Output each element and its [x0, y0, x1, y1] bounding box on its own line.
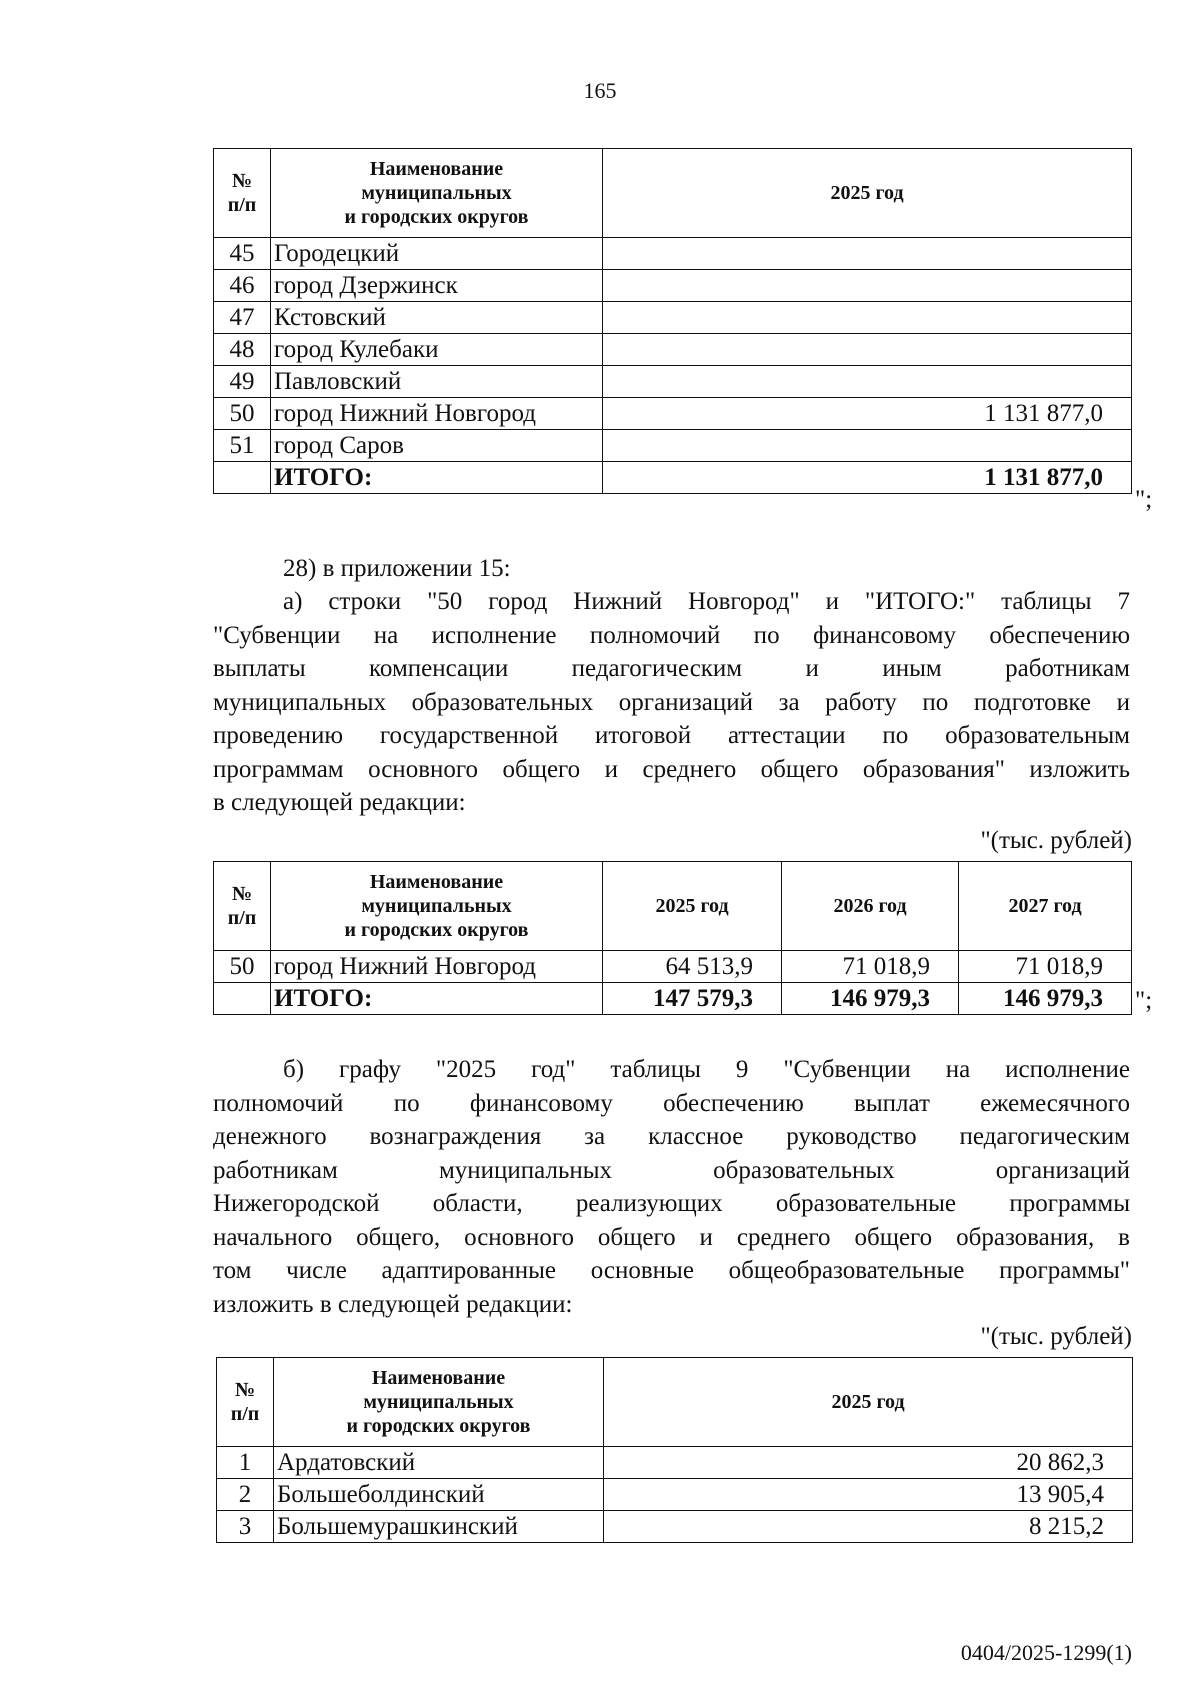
text-line: муниципальных образовательных организаций за работу по подготовке и	[213, 688, 1130, 716]
value-v2026: 71 018,9	[782, 951, 959, 983]
municipality-name: город Нижний Новгород	[271, 398, 603, 430]
value-v2025	[603, 302, 1132, 334]
total-number-cell	[214, 983, 271, 1015]
total-v2025: 1 131 877,0	[603, 462, 1132, 494]
table-row	[217, 1479, 1133, 1511]
value-v2025	[603, 238, 1132, 270]
value-v2025	[603, 334, 1132, 366]
total-label: ИТОГО:	[271, 462, 603, 494]
table-header-row	[214, 862, 1132, 951]
paragraph-b	[213, 1053, 1130, 1321]
header-2025: 2025 год	[603, 149, 1132, 238]
municipality-name: город Саров	[271, 430, 603, 462]
table-9-replacement	[216, 1357, 1133, 1543]
header-number: № п/п	[214, 862, 271, 951]
header-2025: 2025 год	[603, 862, 782, 951]
unit-label-b: "(тыс. рублей)	[980, 1323, 1132, 1350]
text-line: б) графу "2025 год" таблицы 9 "Субвенции на исполнение	[283, 1056, 1130, 1083]
unit-label-a: "(тыс. рублей)	[980, 827, 1132, 854]
table-row	[214, 398, 1132, 430]
row-number: 50	[214, 398, 271, 430]
header-number: № п/п	[217, 1358, 274, 1447]
table-7-replacement	[213, 861, 1132, 1015]
municipality-name: Кстовский	[271, 302, 603, 334]
table2-closing-quote: ";	[1135, 987, 1153, 1014]
text-line: Нижегородской области, реализующих образовательные программы	[213, 1190, 1130, 1217]
municipality-name: город Нижний Новгород	[271, 951, 603, 983]
municipality-name: город Дзержинск	[271, 270, 603, 302]
row-number: 50	[214, 951, 271, 983]
value-v2025: 20 862,3	[604, 1447, 1133, 1479]
table-header-row	[217, 1358, 1133, 1447]
row-number: 49	[214, 366, 271, 398]
text-line: проведению государственной итоговой аттестации по образовательным	[213, 722, 1130, 749]
value-v2025: 8 215,2	[604, 1511, 1133, 1543]
header-2026: 2026 год	[782, 862, 959, 951]
total-number-cell	[214, 462, 271, 494]
municipality-name: Городецкий	[271, 238, 603, 270]
table-row	[217, 1511, 1133, 1543]
table-row	[214, 302, 1132, 334]
value-v2025: 13 905,4	[604, 1479, 1133, 1511]
municipality-name: Большеболдинский	[274, 1479, 604, 1511]
total-v2026: 146 979,3	[782, 983, 959, 1015]
row-number: 45	[214, 238, 271, 270]
document-code: 0404/2025-1299(1)	[960, 1640, 1132, 1665]
header-name: Наименование муниципальных и городских округов	[271, 149, 603, 238]
total-v2025: 147 579,3	[603, 983, 782, 1015]
header-2025: 2025 год	[604, 1358, 1133, 1447]
header-name: Наименование муниципальных и городских округов	[271, 862, 603, 951]
municipality-name: Большемурашкинский	[274, 1511, 604, 1543]
table-2025-continuation	[213, 148, 1132, 494]
page-number: 165	[583, 78, 617, 103]
table1-closing-quote: ";	[1135, 486, 1153, 513]
header-2027: 2027 год	[959, 862, 1132, 951]
section-heading: 28) в приложении 15:	[283, 555, 511, 582]
total-row	[214, 462, 1132, 494]
text-line: полномочий по финансовому обеспечению выплат ежемесячного	[213, 1089, 1130, 1117]
total-row	[214, 983, 1132, 1015]
row-number: 51	[214, 430, 271, 462]
municipality-name: город Кулебаки	[271, 334, 603, 366]
total-v2027: 146 979,3	[959, 983, 1132, 1015]
table-row	[214, 430, 1132, 462]
value-v2025	[603, 270, 1132, 302]
table-row	[214, 366, 1132, 398]
table-row	[214, 334, 1132, 366]
row-number: 46	[214, 270, 271, 302]
header-name: Наименование муниципальных и городских округов	[274, 1358, 604, 1447]
text-line: том числе адаптированные основные общеобразовательные программы"	[213, 1257, 1130, 1284]
municipality-name: Павловский	[271, 366, 603, 398]
text-line: "Субвенции на исполнение полномочий по финансовому обеспечению	[213, 621, 1130, 649]
table-row	[214, 238, 1132, 270]
row-number: 47	[214, 302, 271, 334]
table-row	[214, 951, 1132, 983]
header-number: № п/п	[214, 149, 271, 238]
municipality-name: Ардатовский	[274, 1447, 604, 1479]
text-line: а) строки "50 город Нижний Новгород" и "ИТОГО:" таблицы 7	[283, 588, 1130, 615]
text-line: денежного вознаграждения за классное руководство педагогическим	[213, 1123, 1130, 1150]
value-v2025: 64 513,9	[603, 951, 782, 983]
text-line: выплаты компенсации педагогическим и иным работникам	[213, 655, 1130, 682]
value-v2025	[603, 366, 1132, 398]
text-line: начального общего, основного общего и среднего общего образования, в	[213, 1223, 1130, 1251]
text-line: изложить в следующей редакции:	[213, 1290, 573, 1318]
table-row	[217, 1447, 1133, 1479]
text-line: программам основного общего и среднего общего образования" изложить	[213, 755, 1130, 783]
row-number: 2	[217, 1479, 274, 1511]
value-v2027: 71 018,9	[959, 951, 1132, 983]
table-row	[214, 270, 1132, 302]
text-line: работникам муниципальных образовательных организаций	[213, 1156, 1130, 1184]
paragraph-a	[213, 585, 1130, 820]
row-number: 48	[214, 334, 271, 366]
value-v2025: 1 131 877,0	[603, 398, 1132, 430]
row-number: 1	[217, 1447, 274, 1479]
row-number: 3	[217, 1511, 274, 1543]
text-line: в следующей редакции:	[213, 789, 466, 816]
table-header-row	[214, 149, 1132, 238]
total-label: ИТОГО:	[271, 983, 603, 1015]
value-v2025	[603, 430, 1132, 462]
